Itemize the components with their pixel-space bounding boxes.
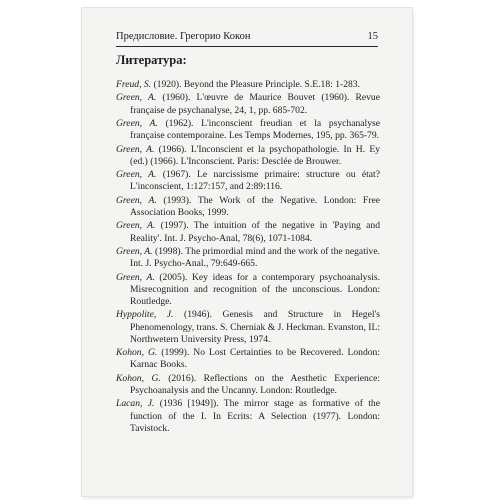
reference-author: Lacan, J. [116,398,155,410]
reference-entry [116,272,380,309]
reference-entry [116,169,380,193]
reference-entry [116,246,380,270]
reference-entry [116,79,380,91]
reference-entry [116,92,380,116]
reference-author: Green, A. [116,117,158,129]
reference-text: (1920). Beyond the Pleasure Principle. S.E.18: 1-283. [151,79,360,90]
reference-entry [116,309,380,346]
reference-entry [116,398,380,435]
reference-entry [116,118,380,142]
reference-text: (1967). Le narcissisme primaire: structure ou état? L'inconscient, 1:127:157, and 2:89:116. [130,169,380,193]
reference-list [116,79,380,436]
reference-text: (1936 [1949]). The mirror stage as formative of the function of the I. In Ecrits: A Selection (1977). London: Tavistock. [130,398,380,434]
reference-text: (2016). Reflections on the Aesthetic Experience: Psychoanalysis and the Uncanny. London: Routledge. [130,372,380,396]
page-number: 15 [367,31,378,42]
reference-text: (1962). L'inconscient freudian et la psychanalyse française contemporaine. Les Temps Modernes, 195, pp. 365-79. [130,117,380,142]
reference-entry [116,220,380,244]
reference-entry [116,144,380,168]
reference-author: Green, A. [116,169,157,181]
reference-text: (1993). The Work of the Negative. London: Free Association Books, 1999. [130,194,380,218]
reference-author: Green, A. [116,143,155,155]
reference-author: Green, A. [116,194,157,206]
reference-author: Hyppolite, J. [116,309,174,321]
reference-entry [116,347,380,371]
reference-author: Kohon, G. [116,347,158,359]
reference-entry [116,373,380,397]
reference-author: Green, A. [116,220,156,232]
header-rule [116,46,378,47]
reference-text: (1999). No Lost Certainties to be Recovered. London: Karnac Books. [130,347,380,371]
reference-author: Kohon, G. [116,372,161,384]
reference-text: (1998). The primordial mind and the work of the negative. Int. J. Psycho-Anal., 79:649-665. [130,245,380,270]
reference-author: Freud, S. [116,79,152,90]
reference-author: Green, A. [116,92,157,104]
reference-text: (2005). Key ideas for a contemporary psychoanalysis. Misrecognition and recognition of the unconscious. London: Routledge. [130,271,380,307]
book-page [82,8,412,496]
reference-text: (1946). Genesis and Structure in Hegel's Phenomenology, trans. S. Cherniak & J. Heckman. Evanston, IL: Northwetern University Press, 1974. [130,309,380,345]
reference-text: (1960). L'œuvre de Maurice Bouvet (1960). Revue française de psychanalyse, 24, 1, pp. 685-702. [130,92,380,116]
running-head [116,29,378,45]
running-title: Предисловие. Грегорио Кокон [116,31,251,42]
reference-text: (1966). L'Inconscient et la psychopathologie. In H. Ey (ed.) (1966). L'Inconscient. Paris: Desclée de Brouwer. [130,143,380,167]
reference-entry [116,195,380,219]
reference-author: Green, A. [116,271,155,283]
reference-text: (1997). The intuition of the negative in 'Paying and Reality'. Int. J. Psycho-Anal, 78(6), 1071-1084. [130,220,380,244]
reference-author: Green, A. [116,245,153,257]
section-title: Литература: [116,53,187,67]
